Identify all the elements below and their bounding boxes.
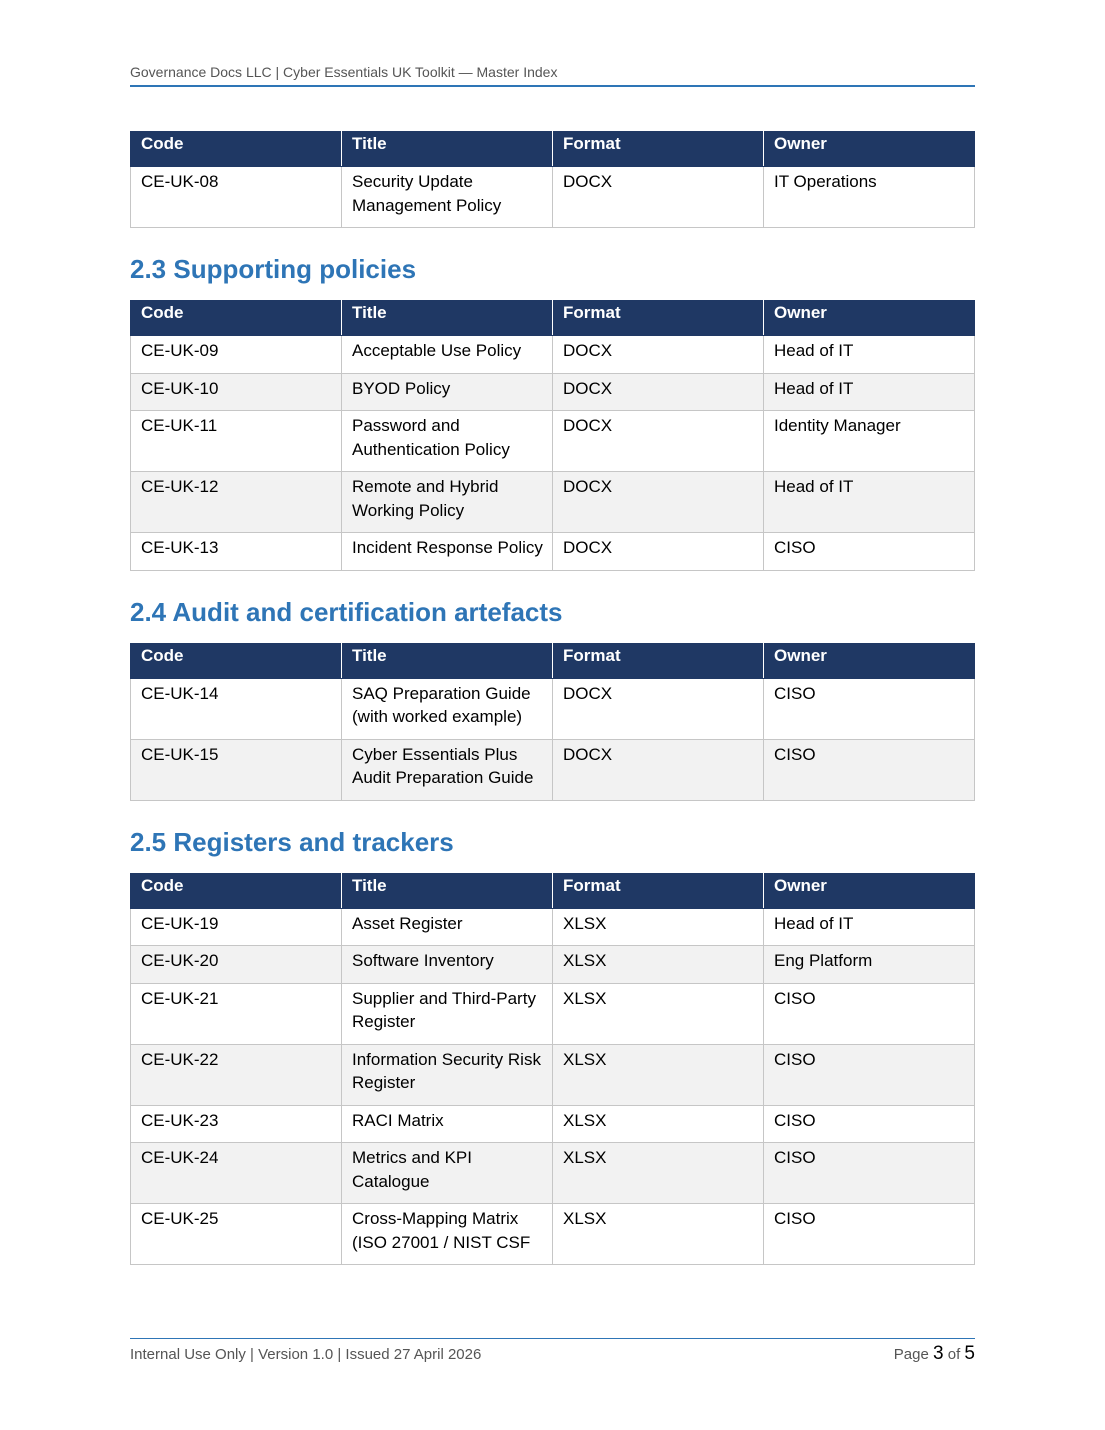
cell-format: XLSX	[553, 1044, 764, 1105]
cell-owner: Head of IT	[764, 472, 975, 533]
cell-code: CE-UK-25	[131, 1204, 342, 1265]
cell-code: CE-UK-23	[131, 1105, 342, 1143]
column-header-code: Code	[131, 873, 342, 908]
column-header-code: Code	[131, 643, 342, 678]
table-row	[131, 908, 975, 946]
cell-title: Supplier and Third-Party Register	[342, 983, 553, 1044]
cell-title: Information Security Risk Register	[342, 1044, 553, 1105]
index-table	[130, 131, 975, 228]
column-header-title: Title	[342, 873, 553, 908]
section	[130, 254, 975, 571]
table-row	[131, 946, 975, 984]
continued-table-container	[130, 131, 975, 228]
table-row	[131, 678, 975, 739]
cell-code: CE-UK-09	[131, 336, 342, 374]
table-row	[131, 336, 975, 374]
header-text: Governance Docs LLC | Cyber Essentials UK Toolkit — Master Index	[130, 64, 558, 80]
cell-code: CE-UK-11	[131, 411, 342, 472]
column-header-owner: Owner	[764, 301, 975, 336]
column-header-title: Title	[342, 643, 553, 678]
footer-left-text: Internal Use Only | Version 1.0 | Issued 27 April 2026	[130, 1346, 482, 1363]
index-table	[130, 300, 975, 571]
cell-owner: Head of IT	[764, 908, 975, 946]
cell-title: Cross-Mapping Matrix (ISO 27001 / NIST CSF	[342, 1204, 553, 1265]
table-header-row	[131, 132, 975, 167]
cell-format: XLSX	[553, 1204, 764, 1265]
column-header-owner: Owner	[764, 132, 975, 167]
section	[130, 827, 975, 1266]
index-table	[130, 643, 975, 801]
of-label: of	[947, 1346, 961, 1363]
cell-format: XLSX	[553, 1105, 764, 1143]
cell-owner: CISO	[764, 983, 975, 1044]
cell-title: BYOD Policy	[342, 373, 553, 411]
cell-title: Software Inventory	[342, 946, 553, 984]
cell-code: CE-UK-10	[131, 373, 342, 411]
cell-owner: CISO	[764, 1105, 975, 1143]
table-row	[131, 533, 975, 571]
cell-code: CE-UK-15	[131, 739, 342, 800]
table-row	[131, 411, 975, 472]
column-header-code: Code	[131, 132, 342, 167]
cell-format: DOCX	[553, 678, 764, 739]
column-header-format: Format	[553, 873, 764, 908]
cell-owner: CISO	[764, 1204, 975, 1265]
cell-code: CE-UK-21	[131, 983, 342, 1044]
cell-code: CE-UK-14	[131, 678, 342, 739]
cell-title: Security Update Management Policy	[342, 167, 553, 228]
page-indicator	[894, 1343, 975, 1365]
cell-code: CE-UK-20	[131, 946, 342, 984]
table-row	[131, 739, 975, 800]
cell-owner: IT Operations	[764, 167, 975, 228]
cell-owner: Eng Platform	[764, 946, 975, 984]
column-header-title: Title	[342, 301, 553, 336]
table-row	[131, 167, 975, 228]
table-header-row	[131, 873, 975, 908]
cell-title: RACI Matrix	[342, 1105, 553, 1143]
column-header-owner: Owner	[764, 873, 975, 908]
cell-format: XLSX	[553, 946, 764, 984]
cell-title: Incident Response Policy	[342, 533, 553, 571]
cell-code: CE-UK-24	[131, 1143, 342, 1204]
column-header-format: Format	[553, 301, 764, 336]
table-header-row	[131, 301, 975, 336]
cell-title: SAQ Preparation Guide (with worked example)	[342, 678, 553, 739]
cell-format: DOCX	[553, 167, 764, 228]
table-row	[131, 983, 975, 1044]
cell-owner: CISO	[764, 1044, 975, 1105]
cell-title: Password and Authentication Policy	[342, 411, 553, 472]
sections-container	[130, 254, 975, 1265]
page-total: 5	[964, 1343, 975, 1364]
cell-format: DOCX	[553, 739, 764, 800]
cell-code: CE-UK-13	[131, 533, 342, 571]
cell-format: XLSX	[553, 983, 764, 1044]
column-header-code: Code	[131, 301, 342, 336]
section	[130, 597, 975, 801]
table-row	[131, 1143, 975, 1204]
table-row	[131, 1044, 975, 1105]
page-number: 3	[932, 1343, 944, 1364]
document-body	[130, 131, 975, 1265]
cell-format: DOCX	[553, 336, 764, 374]
column-header-title: Title	[342, 132, 553, 167]
cell-code: CE-UK-12	[131, 472, 342, 533]
cell-format: DOCX	[553, 472, 764, 533]
column-header-format: Format	[553, 132, 764, 167]
cell-owner: CISO	[764, 739, 975, 800]
cell-owner: CISO	[764, 1143, 975, 1204]
table-row	[131, 373, 975, 411]
table-row	[131, 1204, 975, 1265]
cell-format: DOCX	[553, 373, 764, 411]
cell-code: CE-UK-19	[131, 908, 342, 946]
page-footer	[130, 1338, 975, 1363]
cell-code: CE-UK-22	[131, 1044, 342, 1105]
page-label: Page	[893, 1346, 929, 1363]
cell-title: Cyber Essentials Plus Audit Preparation Guide	[342, 739, 553, 800]
page-header	[130, 64, 975, 87]
table-row	[131, 472, 975, 533]
cell-title: Acceptable Use Policy	[342, 336, 553, 374]
section-heading: 2.5 Registers and trackers	[130, 826, 454, 857]
cell-code: CE-UK-08	[131, 167, 342, 228]
cell-format: DOCX	[553, 411, 764, 472]
table-header-row	[131, 643, 975, 678]
cell-title: Metrics and KPI Catalogue	[342, 1143, 553, 1204]
cell-owner: Identity Manager	[764, 411, 975, 472]
cell-title: Asset Register	[342, 908, 553, 946]
cell-format: XLSX	[553, 1143, 764, 1204]
column-header-format: Format	[553, 643, 764, 678]
index-table	[130, 873, 975, 1266]
cell-owner: CISO	[764, 678, 975, 739]
cell-title: Remote and Hybrid Working Policy	[342, 472, 553, 533]
cell-owner: CISO	[764, 533, 975, 571]
cell-owner: Head of IT	[764, 336, 975, 374]
table-row	[131, 1105, 975, 1143]
column-header-owner: Owner	[764, 643, 975, 678]
cell-format: XLSX	[553, 908, 764, 946]
cell-format: DOCX	[553, 533, 764, 571]
section-heading: 2.4 Audit and certification artefacts	[130, 596, 563, 627]
section-heading: 2.3 Supporting policies	[130, 254, 417, 284]
cell-owner: Head of IT	[764, 373, 975, 411]
